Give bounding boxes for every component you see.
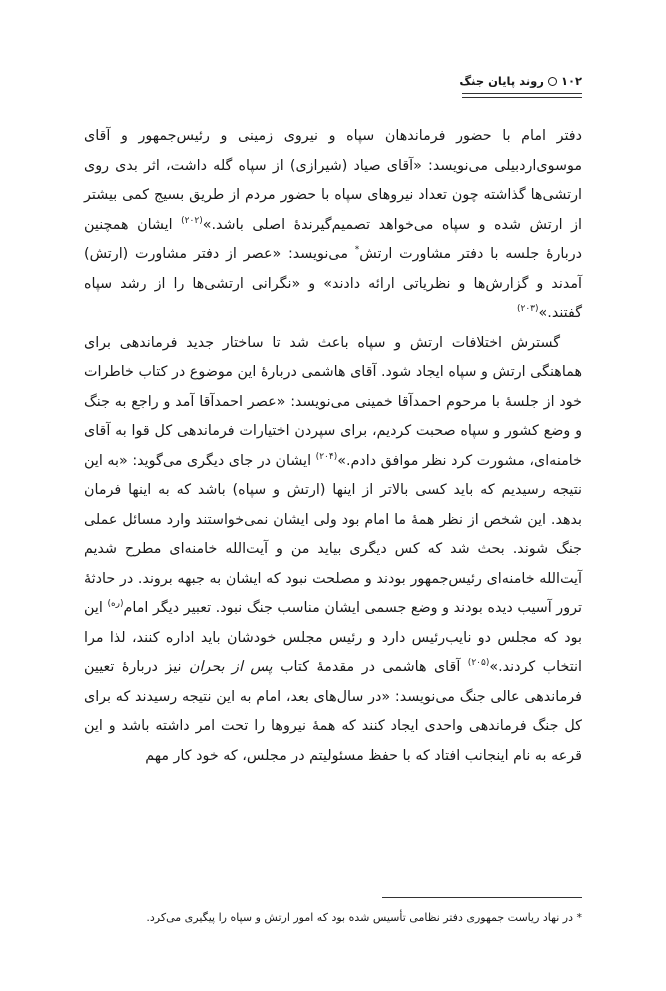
- paragraph-1-text: دفتر امام با حضور فرماندهان سپاه و نیروی زمینی و رئیس‌جمهور و آقای موسوی‌اردبیلی می‌نویسد: «آقای صیاد (شیرازی) از سپاه گله داشت، اثر بدی روی ارتشی‌ها گذاشته چون تعداد نیروهای سپاه با حضور مردم از طریق بسیج کمی بیشتر از ارتش شده و سپاه می‌خواهد تصمیم‌گیرندهٔ اصلی باشد.»: [84, 128, 582, 233]
- paragraph-2-text: آقای هاشمی در مقدمهٔ کتاب: [272, 659, 468, 675]
- reference-marker: (۲۰۲): [181, 215, 203, 226]
- header-double-rule: [462, 93, 582, 98]
- paragraph-1-text: ایشان همچنین دربارهٔ جلسه با دفتر مشاورت ارتش: [84, 216, 582, 262]
- footnote-star-marker: *: [354, 245, 360, 255]
- book-title: پس از بحران: [189, 659, 273, 675]
- paragraph-2-text: این بود که مجلس دو نایب‌رئیس دارد و رئیس مجلس خودشان باید اداره کنند، لذا مرا انتخاب کردند.»: [84, 600, 582, 675]
- paragraph-1: [84, 122, 582, 329]
- reference-marker: (۲۰۴): [315, 451, 338, 462]
- circle-ornament-icon: [548, 77, 557, 86]
- footnote-separator: [382, 897, 582, 898]
- honorific-marker: (ره): [107, 599, 124, 609]
- paragraph-2-text: نیز دربارهٔ تعیین فرماندهی عالی جنگ می‌نویسد: «در سال‌های بعد، امام به این نتیجه رسیدند که برای کل جنگ فرماندهی واحدی ایجاد کنند که همهٔ نیروها را تحت امر داشته باشد و این قرعه به نام اینجانب افتاد که با حفظ مسئولیتم در مجلس، که خود کار مهم: [84, 659, 582, 764]
- paragraph-2-text: گسترش اختلافات ارتش و سپاه باعث شد تا ساختار جدید فرماندهی برای هماهنگی ارتش و سپاه ایجاد شود. آقای هاشمی دربارهٔ این موضوع در کتاب خاطرات خود از جلسهٔ با مرحوم احمدآقا خمینی می‌نویسد: «عصر احمدآقا آمد و راجع به جنگ و وضع کشور و سپاه صحبت کردیم، برای سپردن اختیارات فرماندهی کل قوا به آقای خامنه‌ای، مشورت کرد نظر موافق دادم.»: [84, 334, 583, 469]
- footnote: * در نهاد ریاست جمهوری دفتر نظامی تأسیس شده بود که امور ارتش و سپاه را پیگیری می‌کرد.: [146, 911, 582, 924]
- reference-marker: (۲۰۵): [467, 658, 490, 668]
- page-number: ۱۰۲: [560, 74, 582, 88]
- chapter-title: روند پایان جنگ: [459, 74, 544, 88]
- reference-marker: (۲۰۳): [516, 304, 539, 314]
- paragraph-1-text: می‌نویسد: «عصر از دفتر مشاورت (ارتش) آمدند و گزارش‌ها و نظریاتی ارائه دادند» و «نگرانی ارتشی‌ها را از رشد سپاه گفتند.»: [84, 246, 582, 321]
- body-text: [84, 122, 582, 771]
- paragraph-2-text: ایشان در جای دیگری می‌گوید: «به این نتیجه رسیدیم که باید کسی بالاتر از اینها (ارتش و سپاه) باشد که به اینها فرمان بدهد. این شخص از نظر همهٔ ما امام بود ولی ایشان نمی‌خواستند وارد مسائل عملی جنگ شوند. بحث شد که کس دیگری بیاید من و آیت‌الله خامنه‌ای مطرح شدیم آیت‌الله خامنه‌ای رئیس‌جمهور بودند و مصلحت نبود که ایشان به جبهه بروند. در حادثهٔ ترور آسیب دیده بودند و وضع جسمی ایشان مناسب جنگ نبود. تعبیر دیگر امام: [84, 452, 582, 616]
- paragraph-2: [84, 329, 582, 772]
- running-head: [442, 73, 582, 89]
